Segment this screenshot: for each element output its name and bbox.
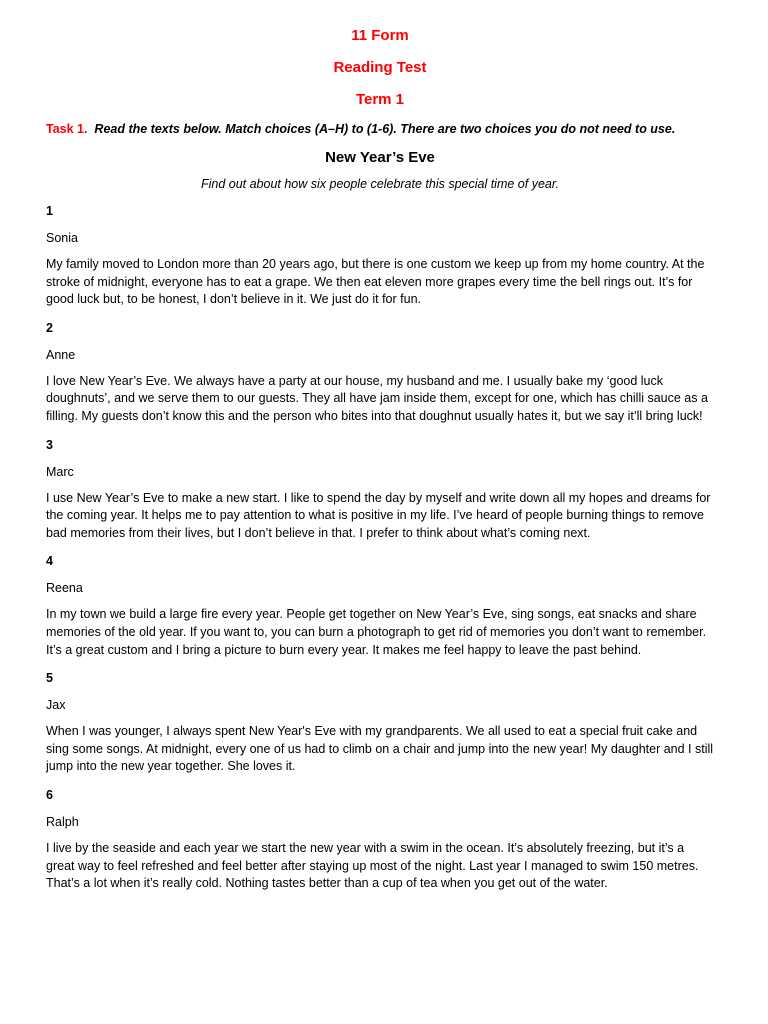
entry-6 [46,786,714,893]
entry-number: 2 [46,320,53,335]
entry-text: My family moved to London more than 20 years ago, but there is one custom we keep up from my home country. At the stroke of midnight, everyone has to eat a grape. We then eat eleven more grapes every time the bell rings out. It’s for good luck but, to be honest, I don’t believe in it. We just do it for fun. [46,257,705,307]
entry-name: Marc [46,464,74,479]
entry-number: 1 [46,204,53,218]
entry-name: Jax [46,698,66,713]
entry-text: I use New Year’s Eve to make a new start. I like to spend the day by myself and write down all my hopes and dreams for the coming year. It helps me to pay attention to what is positive in my life. I’ve heard of people burning things to remove bad memories from their lives, but I don’t believe in that. I prefer to think about what’s coming next. [46,490,711,540]
entry-name: Anne [46,347,76,362]
entry-1 [46,202,714,309]
entry-name: Ralph [46,814,79,829]
entry-name: Reena [46,581,83,596]
entry-number: 5 [46,671,53,686]
entry-text: I live by the seaside and each year we start the new year with a swim in the ocean. It’s absolutely freezing, but it’s a great way to feel refreshed and feel better after staying up most of the night. Last year I managed to swim 150 metres. That’s a lot when it’s really cold. Nothing tastes better than a cup of tea when you get out of the water. [46,840,699,891]
entry-4 [46,552,714,659]
article-title: New Year’s Eve [325,149,435,166]
article-subtitle: Find out about how six people celebrate this special time of year. [200,177,560,191]
term-title: Term 1 [355,91,405,108]
entry-5 [46,669,714,776]
task-text: Read the texts below. Match choices (A–H) to (1-6). There are two choices you do not need to use. [94,122,676,136]
document-page [46,26,714,893]
task-label: Task 1. [46,122,88,136]
entry-number: 6 [46,787,53,802]
entry-text: In my town we build a large fire every year. People get together on New Year’s Eve, sing songs, eat snacks and share memories of the old year. If you want to, you can burn a photograph to get rid of memories you don’t want to remember. It’s a great custom and I bring a picture to burn every year. It makes me feel happy to leave the past behind. [46,607,707,657]
form-title: 11 Form [351,27,409,44]
test-title: Reading Test [333,59,427,76]
entry-number: 4 [46,554,53,569]
entry-3 [46,436,714,543]
entry-2 [46,319,714,426]
entry-text: When I was younger, I always spent New Year's Eve with my grandparents. We all used to eat a special fruit cake and sing some songs. At midnight, every one of us had to climb on a chair and jump into the new year! My daughter and I still jump into the new year together. She loves it. [46,724,714,774]
entry-name: Sonia [46,231,78,245]
entry-number: 3 [46,437,53,452]
entry-text: I love New Year’s Eve. We always have a party at our house, my husband and me. I usually bake my ‘good luck doughnuts’, and we serve them to our guests. They all have jam inside them, except for one, which has chilli sauce as a filling. My guests don’t know this and the person who bites into that doughnut usually hates it, but we say it’ll bring luck! [46,373,708,423]
task-instruction [46,120,714,138]
